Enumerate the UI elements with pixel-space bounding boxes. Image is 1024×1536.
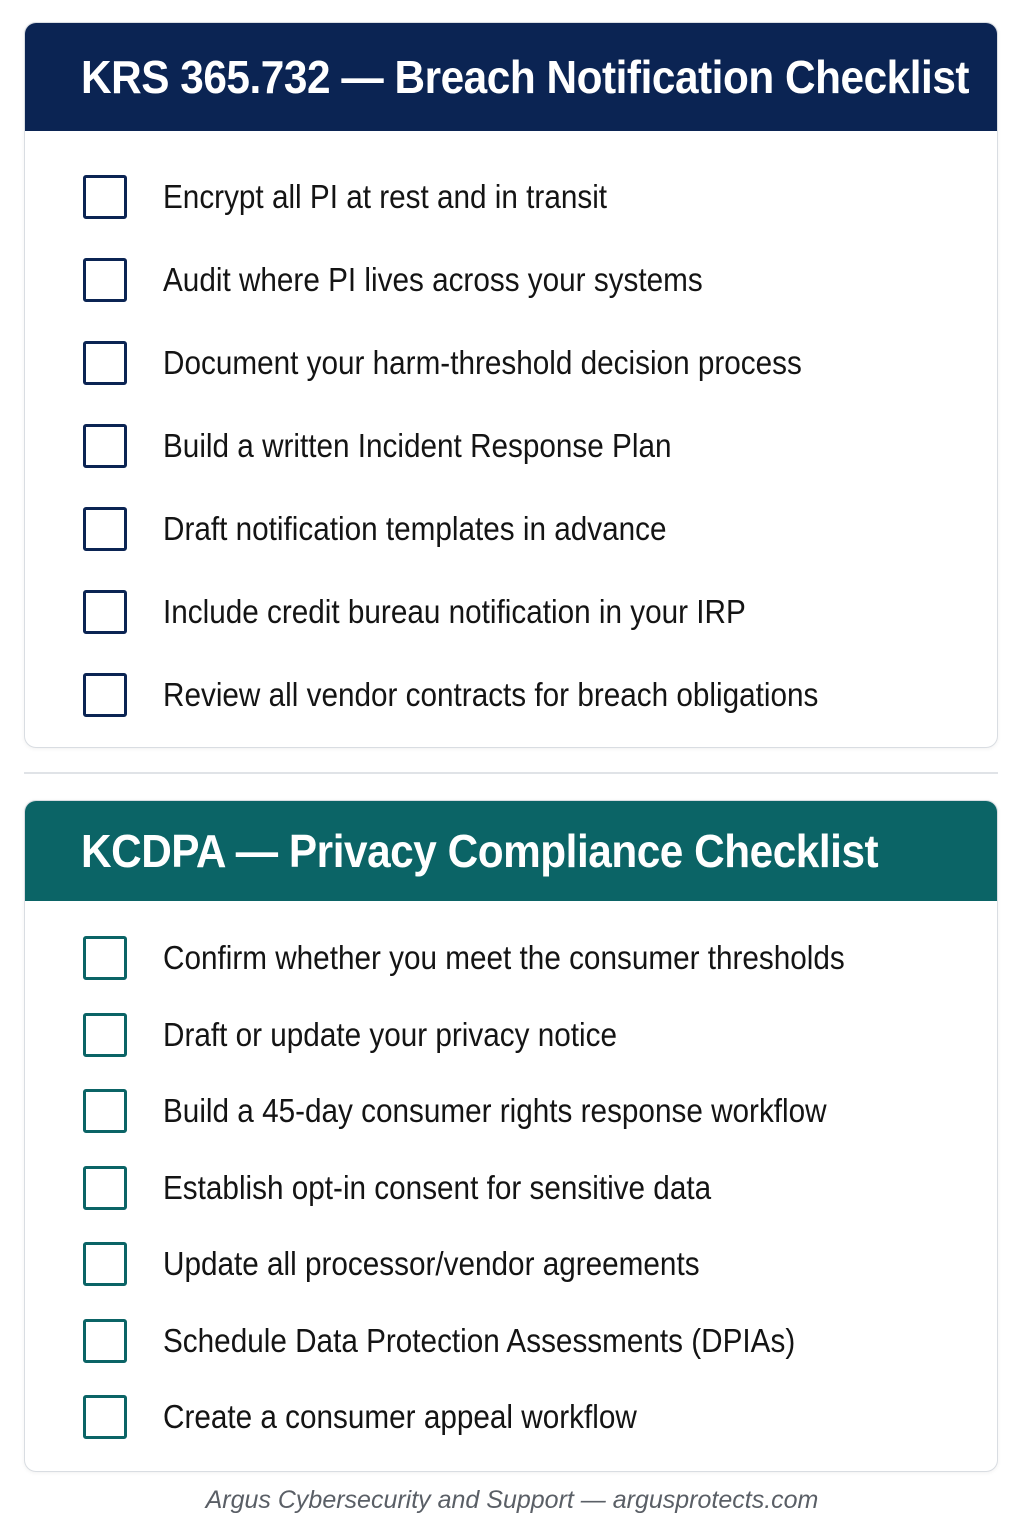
checklist-item-label: Encrypt all PI at rest and in transit bbox=[163, 177, 608, 215]
breach-checklist-card bbox=[24, 22, 998, 748]
breach-checklist-header bbox=[25, 23, 997, 131]
checklist-item[interactable] bbox=[25, 570, 997, 653]
checklist-item[interactable] bbox=[25, 404, 997, 487]
checklist-item[interactable] bbox=[25, 1150, 997, 1227]
checklist-item[interactable] bbox=[25, 321, 997, 404]
checkbox-empty-icon[interactable] bbox=[83, 1395, 127, 1439]
kcdpa-checklist-items bbox=[25, 901, 997, 1456]
checkbox-empty-icon[interactable] bbox=[83, 258, 127, 302]
kcdpa-checklist-card bbox=[24, 800, 998, 1472]
checklist-item[interactable] bbox=[25, 1073, 997, 1150]
checkbox-empty-icon[interactable] bbox=[83, 673, 127, 717]
checklist-item-label: Build a written Incident Response Plan bbox=[163, 426, 672, 464]
checklist-item-label: Update all processor/vendor agreements bbox=[163, 1245, 700, 1283]
breach-checklist-title: KRS 365.732 — Breach Notification Checklist bbox=[81, 51, 970, 103]
kcdpa-checklist-header bbox=[25, 801, 997, 901]
checkbox-empty-icon[interactable] bbox=[83, 1319, 127, 1363]
checkbox-empty-icon[interactable] bbox=[83, 1013, 127, 1057]
breach-checklist-items bbox=[25, 131, 997, 736]
checklist-item-label: Review all vendor contracts for breach obligations bbox=[163, 675, 819, 713]
checklist-item[interactable] bbox=[25, 1226, 997, 1303]
checklist-item[interactable] bbox=[25, 1379, 997, 1456]
footer-credit: Argus Cybersecurity and Support — argusprotects.com bbox=[205, 1486, 819, 1514]
checklist-item[interactable] bbox=[25, 653, 997, 736]
checklist-item-label: Draft notification templates in advance bbox=[163, 509, 667, 547]
checkbox-empty-icon[interactable] bbox=[83, 1089, 127, 1133]
checklist-item[interactable] bbox=[25, 238, 997, 321]
checklist-item-label: Schedule Data Protection Assessments (DPIAs) bbox=[163, 1321, 796, 1359]
checklist-item-label: Create a consumer appeal workflow bbox=[163, 1398, 637, 1436]
kcdpa-checklist-title: KCDPA — Privacy Compliance Checklist bbox=[81, 825, 879, 877]
checkbox-empty-icon[interactable] bbox=[83, 341, 127, 385]
checkbox-empty-icon[interactable] bbox=[83, 1242, 127, 1286]
checklist-item-label: Build a 45-day consumer rights response workflow bbox=[163, 1092, 827, 1130]
checklist-item[interactable] bbox=[25, 997, 997, 1074]
checkbox-empty-icon[interactable] bbox=[83, 424, 127, 468]
checklist-item-label: Include credit bureau notification in your IRP bbox=[163, 592, 746, 630]
checklist-item[interactable] bbox=[25, 155, 997, 238]
checklist-item-label: Document your harm-threshold decision process bbox=[163, 343, 802, 381]
checkbox-empty-icon[interactable] bbox=[83, 175, 127, 219]
checkbox-empty-icon[interactable] bbox=[83, 507, 127, 551]
checklist-item-label: Draft or update your privacy notice bbox=[163, 1015, 617, 1053]
checklist-item[interactable] bbox=[25, 920, 997, 997]
section-divider bbox=[24, 772, 998, 774]
checkbox-empty-icon[interactable] bbox=[83, 1166, 127, 1210]
checkbox-empty-icon[interactable] bbox=[83, 936, 127, 980]
checklist-item-label: Audit where PI lives across your systems bbox=[163, 260, 703, 298]
checklist-item[interactable] bbox=[25, 487, 997, 570]
checkbox-empty-icon[interactable] bbox=[83, 590, 127, 634]
checklist-item-label: Confirm whether you meet the consumer thresholds bbox=[163, 939, 845, 977]
checklist-item[interactable] bbox=[25, 1303, 997, 1380]
checklist-item-label: Establish opt-in consent for sensitive data bbox=[163, 1168, 712, 1206]
